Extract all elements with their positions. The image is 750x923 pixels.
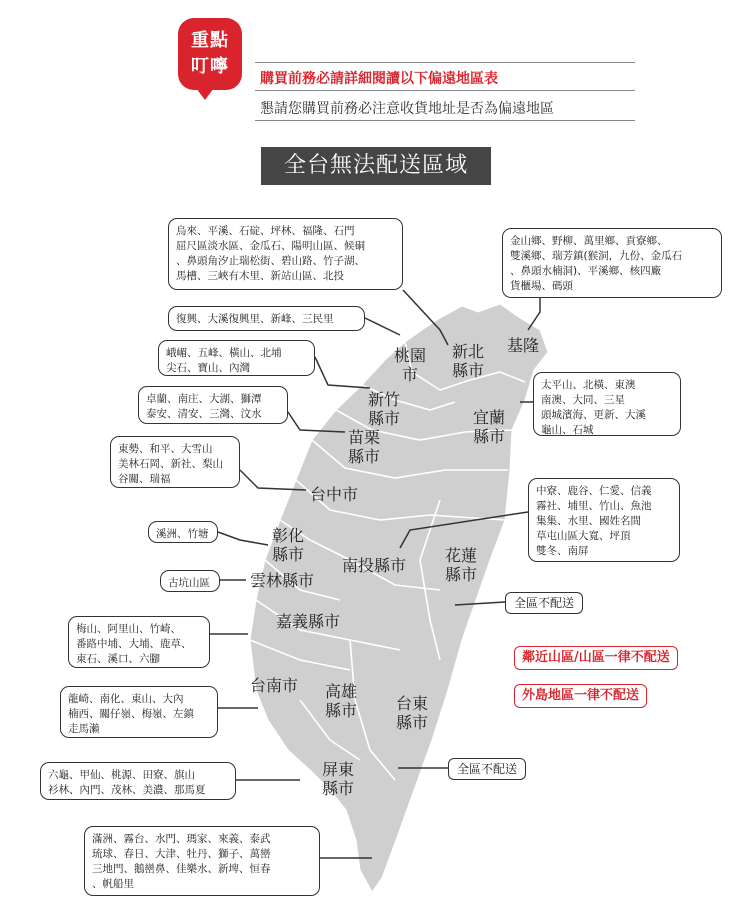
notice-red: 購買前務必請詳細閱讀以下偏遠地區表: [260, 71, 498, 87]
badge-line-1: 重點: [191, 30, 229, 51]
county-taoyuan: 桃園 市: [394, 346, 427, 384]
county-miaoli: 苗栗 縣市: [348, 428, 381, 466]
county-kaohsiung: 高雄 縣市: [325, 682, 358, 720]
area-box-taichung: 東勢、和平、大雪山 美林石岡、新社、梨山 谷關、瑞福: [110, 436, 240, 488]
area-box-tainan: 龍崎、南化、東山、大內 楠西、關仔嶺、梅嶺、左鎮 走馬瀨: [60, 686, 218, 738]
county-pingtung: 屏東 縣市: [322, 760, 355, 798]
header-rule-middle: [255, 90, 635, 91]
county-yilan: 宜蘭 縣市: [473, 408, 506, 446]
header-rule-top: [255, 62, 635, 63]
area-box-hualien: 中寮、鹿谷、仁愛、信義 霧社、埔里、竹山、魚池 集集、水里、國姓名間 草屯山區大寬、坪頂 雙冬、南屏: [528, 478, 680, 562]
tag-mountain: 鄰近山區/山區一律不配送: [514, 646, 678, 670]
county-changhua: 彰化 縣市: [272, 526, 305, 564]
header-rule-bottom: [255, 120, 635, 121]
county-taipei: 新北 縣市: [452, 342, 485, 380]
county-taichung: 台中市: [310, 485, 359, 504]
badge-line-2: 叮嚀: [191, 56, 229, 77]
area-box-yunlin: 古坑山區: [160, 570, 220, 592]
notice-dark: 懇請您購買前務必注意收貨地址是否為偏遠地區: [260, 101, 554, 117]
area-box-miaoli: 卓蘭、南庄、大湖、獅潭 泰安、清安、三灣、汶水: [138, 386, 288, 424]
area-box-kaohsiung: 六龜、甲仙、桃源、田寮、旗山 衫林、內門、茂林、美濃、那馬夏: [40, 762, 236, 800]
area-box-pingtung: 滿洲、霧台、水門、瑪家、來義、泰武 琉球、春日、大津、牡丹、獅子、萬巒 三地門、鵝巒鼻、佳樂水、新埤、恒春 、帆船里: [84, 826, 320, 896]
badge-bubble: [178, 18, 242, 90]
county-hsinchu: 新竹 縣市: [368, 390, 401, 428]
area-box-chiayi: 梅山、阿里山、竹崎、 番路中埔、大埔、鹿草、 東石、溪口、六腳: [68, 616, 210, 668]
county-tainan: 台南市: [250, 676, 299, 695]
tag-hualien-all: 全區不配送: [505, 592, 583, 614]
tag-taitung-all: 全區不配送: [448, 758, 526, 780]
county-chiayi: 嘉義縣市: [276, 612, 341, 631]
area-box-changhua: 溪洲、竹塘: [148, 521, 218, 543]
badge-bubble-tail: [196, 88, 214, 100]
area-box-yilan: 太平山、北橫、東澳 南澳、大同、三星 頭城濱海、更新、大溪 龜山、石城: [533, 372, 681, 436]
banner-title: 全台無法配送區域: [261, 147, 491, 185]
area-box-taoyuan: 復興、大溪復興里、新峰、三民里: [168, 306, 365, 331]
county-nantou: 南投縣市: [342, 556, 407, 575]
county-hualien: 花蓮 縣市: [445, 546, 478, 584]
county-keelung: 基隆: [507, 336, 540, 355]
tag-islands: 外島地區一律不配送: [514, 684, 647, 708]
county-yunlin: 雲林縣市: [250, 571, 315, 590]
area-box-taipei: 烏來、平溪、石碇、坪林、福隆、石門 屈尺區淡水區、金瓜石、陽明山區、候硐 、鼻頭角汐止瑞松街、碧山路、竹子湖、 馬槽、三峽有木里、新站山區、北投: [168, 218, 403, 290]
area-box-keelung: 金山鄉、野柳、萬里鄉、貢寮鄉、 雙溪鄉、瑞芳鎮(猴洞，九份、金瓜石 、鼻頭水楠洞)、平溪鄉、核四廠 貨櫃場、碼頭: [502, 228, 722, 298]
county-taitung: 台東 縣市: [396, 694, 429, 732]
area-box-hsinchu: 峨嵋、五峰、橫山、北埔 尖石、寶山、內灣: [158, 340, 315, 376]
